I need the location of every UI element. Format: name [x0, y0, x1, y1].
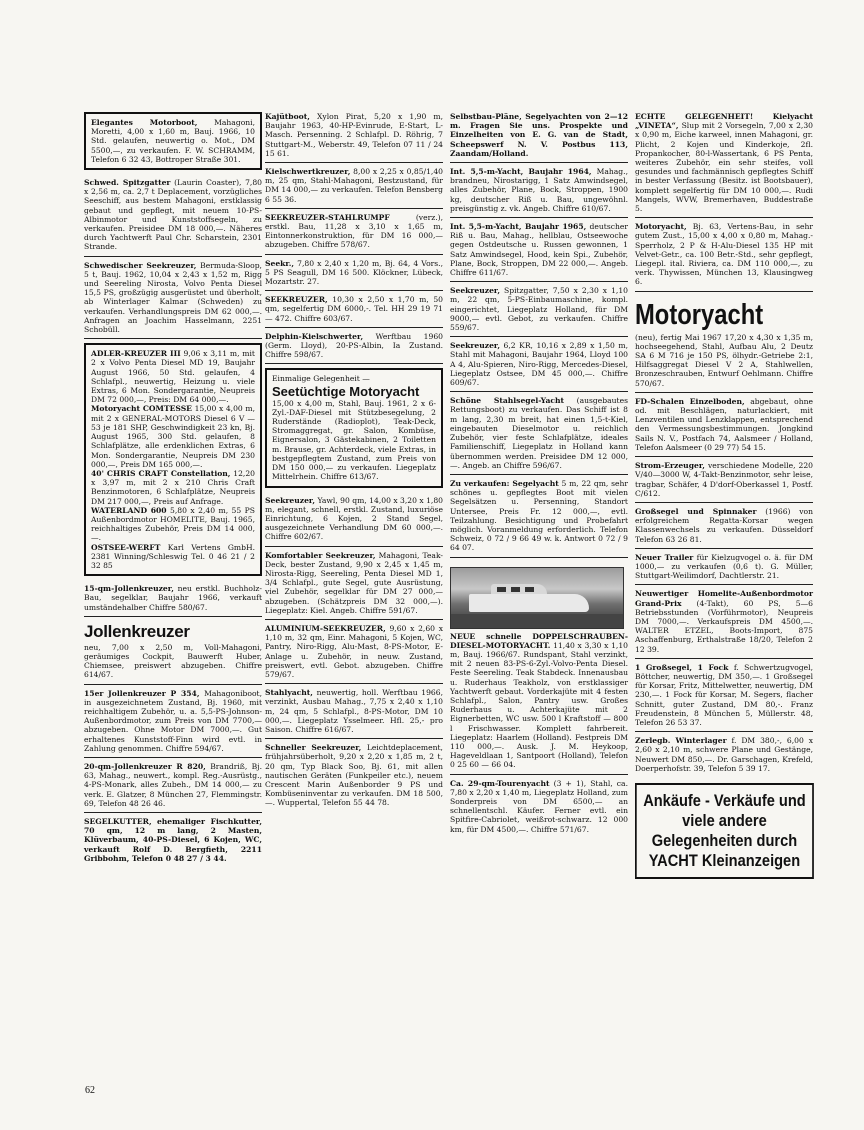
ad-kajuetboot	[265, 108, 443, 163]
ad-lead: Zerlegb. Winterlager	[635, 736, 727, 746]
ad-stahlsegel-yacht	[450, 392, 628, 475]
ad-lead: Int. 5,5-m-Yacht, Baujahr 1965,	[450, 222, 587, 232]
ad-text: 12,20 x 3,97 m, mit 2 x 210 Chris Craft Benzinmotoren, 6 Schlafplätze, Neupreis DM 217 000,—, Preis auf Anfrage.	[91, 468, 255, 506]
ad-lead: FD-Schalen Einzelboden,	[635, 396, 745, 406]
ad-kielschwertkreuzer	[265, 163, 443, 209]
ad-text: Mahag., brandneu, Nirostarigg, 1 Satz Amwindsegel, alles Zubehör, Plane, Bock, Stroppen, 1900 kg, deutscher Riß u. Bau, ungewöhnl. preisgünstig z. vk. Angeb. Chiffre 610/67.	[450, 167, 628, 213]
ad-text: ehemaliger Fischkutter, 70 qm, 12 m lang, 2 Masten, Klüverbaum, 40-PS-Diesel, 6 Kojen, WC, verkauft Rolf D. Bergfieth, 2211 Gribbohm, Telefon 0 48 27 / 3 44.	[84, 817, 262, 863]
ad-int-55-1964	[450, 163, 628, 218]
ad-ostsee-werft	[84, 343, 262, 576]
ad-text: (3 + 1), Stahl, ca. 7,80 x 2,20 x 1,40 m, Liegeplatz Holland, zum Sonderpreis von DM 6500,— an schnellentschl. Käufer. Ferner evtl. ein Spitfire-Cabriolet, weißrot-schwarz. 12 000 km, für DM 4500,—. Chiffre 571/67.	[450, 778, 628, 834]
ad-lead: Schwed. Spitzgatter	[84, 178, 171, 188]
ad-text: 11,40 x 3,30 x 1,10 m, Bauj. 1966/67. Rundspant, Stahl verzinkt, mit 2 neuen 83-PS-6-Zyl.-Volvo-Penta Diesel. Feste Seereling. Teak Stabdeck. Innenausbau u. Ruderhaus Teakholz, von erstklassiger Yachtwerft gebaut. Vorderkajüte mit 4 festen Schlafpl., Salon, Pantry usw. Großes Ruderhaus u. Achterkajüte mit 2 Eignerbetten, WC usw. 500 l Kraftstoff — 800 l Frischwasser. Komplett fahrbereit. Liegeplatz: Haarlem (Holland). Festpreis DM 110 000,—. Ausk. J. M. Heykoop, Hageveldlaan 1, Santpoort (Holland), Telefon 0 25 60 — 66 04.	[450, 640, 629, 770]
ad-text: abgebaut, ohne od. mit Beschlägen, naturlackiert, mit Lenzventilen und Lenzklappen, entsprechend den Vermessungsbestimmungen. Jongkind Sails N. V., Postfach 74, Aalsmeer / Holland, Telefon Aalsmeer (0 29 77) 54 15.	[635, 396, 814, 452]
ad-lead: Neuwertiger Homelite-Außenbordmotor Grand-Prix	[635, 589, 813, 608]
ad-vineta	[635, 108, 813, 218]
ad-title: Seetüchtige Motoryacht	[272, 383, 420, 399]
ad-lead: Schwedischer Seekreuzer,	[84, 260, 197, 270]
ad-lead: NEUE schnelle DOPPELSCHRAUBEN-DIESEL-MOTORYACHT.	[450, 631, 628, 650]
ad-delphin	[265, 328, 443, 365]
ad-text: 15,00 x 4,00 m, mit 2 x GENERAL-MOTORS Diesel 6 V — 53 je 181 SHP, Geschwindigkeit 23 kn, Bj. August 1965, 300 Std. gelaufen, 8 Schlafplätze, alle erdenklichen Extras, 6 Mon. Sondergarantie, Neupreis DM 230 000,—, Preis DM 165 000,—.	[91, 404, 255, 469]
photo-hull	[469, 594, 589, 612]
ad-schneller-seekreuzer	[265, 739, 443, 811]
ad-text: deutscher Riß u. Bau, Mahag., hellblau, Ostseewoche gegen Ostdeutsche u. Russen gewonnen, 1 Satz Amwindsegel, Hood, kein Spi., Zubehör, Plane, Bock, Stroppen, DM 22 000,—. Angeb. Chiffre 611/67.	[450, 222, 628, 278]
ad-lead: SEEKREUZER-STAHLRUMPF	[265, 212, 390, 222]
ad-segelkutter	[84, 813, 262, 867]
ad-15er-jollenkreuzer	[84, 685, 262, 758]
ad-text: Mahagoniboot, in ausgezeichnetem Zustand, Bj. 1960, mit reichhaltigem Zubehör, u. a. 5,5-PS-Johnson-Außenbordmotor, zum Preis von DM 7700,— abzugeben. Ohne Motor DM 7000,—. Gut erhaltenes Kunststoff-Finn wird evtl. in Zahlung genommen. Chiffre 594/67.	[84, 688, 263, 753]
ad-lead: 40' CHRIS CRAFT Constellation,	[91, 468, 231, 478]
ad-lead: 1 Großsegel, 1 Fock	[635, 662, 729, 672]
ad-text: 9,60 x 2,60 x 1,10 m, 32 qm, Einr. Mahagoni, 5 Kojen, WC, Pantry, Niro-Rigg, Alu-Mast, 8-PS-Motor, E-Anlage u. Zubehör, in neuw. Zustand, preiswert, evtl. Gebot. abzugeben. Chiffre 579/67.	[265, 623, 443, 679]
ad-lead: Seekreuzer,	[450, 341, 500, 351]
ad-lead: SEGELKUTTER,	[84, 817, 152, 826]
ad-lead: Kielschwertkreuzer,	[265, 167, 351, 177]
ad-trailer	[635, 549, 813, 586]
ad-lead: Großsegel und Spinnaker	[635, 506, 757, 516]
ad-text: f. Schwertzugvogel, Böttcher, neuwertig, DM 350,—. 1 Großsegel für Korsar, Fritz, Mittelwetter, neuwertig, DM 230,—. 1 Fock für Korsar, M. Segers, flacher Schnitt, guter Zustand, DM 80,-. Franz Freudenstein, 8 München 5, Müllerstr. 48, Telefon 26 53 37.	[635, 662, 813, 727]
sub-chris-craft	[91, 469, 255, 506]
sub-adler	[91, 349, 255, 404]
ad-lead: Seekr.,	[265, 258, 294, 268]
ad-lead: Seekreuzer,	[265, 495, 315, 505]
ad-lead: Schöne Stahlsegel-Yacht	[450, 396, 565, 406]
ad-text: (verz.), erstkl. Bau, 11,28 x 3,10 x 1,65 m, Eintonnerkonstruktion, für DM 16 000,— abzugeben. Chiffre 578/67.	[265, 212, 443, 250]
ad-text: 5,80 x 2,40 m, 55 PS Außenbordmotor HOMELITE, Bauj. 1965, reichhaltiges Zubehör, Preis DM 14 000,—.	[91, 505, 255, 543]
ad-motoryacht-neu	[635, 292, 813, 393]
ad-text: Mahagoni, Moretti, 4,00 x 1,60 m, Bauj. 1966, 10 Std. gelaufen, neuwertig o. Mot., DM 5500,—, zu verkaufen. F. W. SCHRAMM, Telefon 6 32 43, Bottroper Straße 301.	[91, 118, 255, 164]
ad-lead: Delphin-Kielschwerter,	[265, 331, 364, 341]
ad-fd-schalen	[635, 393, 813, 457]
ad-int-55-1965	[450, 218, 628, 282]
ad-text: 9,06 x 3,11 m, mit 2 x Volvo Penta Diesel MD 19, Baujahr August 1966, 50 Std. gelaufen, 4 Schlafpl., neuwertig, Heizung u. viele Extras, 6 Mon. Sondergarantie, Neupreis DM 72 000,—, Preis: DM 64 000,—.	[91, 349, 255, 405]
ad-text: (1966) von erfolgreichem Regatta-Korsar wegen Klassenwechsels zu verkaufen. Düsseldorf Telefon 63 26 81.	[635, 506, 813, 544]
ad-strom-erzeuger	[635, 457, 813, 503]
ad-header	[272, 374, 436, 398]
ad-lead: Stahlyacht,	[265, 688, 313, 698]
ad-segelyacht-5m	[450, 475, 628, 558]
ad-lead: Motoryacht,	[635, 222, 687, 232]
photo-water	[451, 614, 623, 628]
ad-lead: SEEKREUZER,	[265, 295, 328, 305]
ad-lead: OSTSEE-WERFT	[91, 542, 161, 552]
ad-lead: WATERLAND 600	[91, 505, 167, 515]
ad-jollenkreuzer	[84, 617, 262, 685]
ad-text: Brandriß, Bj. 63, Mahag., neuwert., kompl. Reg.-Ausrüstg., 4-PS-Monark, alles Zubeh., DM 14 000,— zu verk. E. Glatzer, 8 München 27, Flemmingstr. 69, Telefon 48 26 46.	[84, 761, 262, 808]
photo-window	[511, 587, 520, 592]
ad-text: Xylon Pirat, 5,20 x 1,90 m, Baujahr 1963, 40-HP-Evinrude, E-Start, L-Masch. Persenning. 2 Schlafpl. D. Röhrig, 7 Stuttgart-M., Weberstr. 49, Telefon 07 11 / 24 15 61.	[265, 112, 443, 158]
ad-text: Bermuda-Sloop, 5 t, Bauj. 1962, 10,04 x 2,43 x 1,52 m, Rigg und Seereling Nirosta, Volvo Penta Diesel 15,5 PS, großzügig ausgerüstet und überholt, ab Winterlager Kalmar (Schweden) zu verkaufen. Verhandlungspreis DM 62 000,—. Anfragen an Joachim Hasselmann, 2251 Schobüll.	[84, 260, 262, 335]
ad-seekreuzer-yawl	[265, 492, 443, 547]
ad-lead: Seekreuzer,	[450, 286, 500, 296]
ad-lead: Komfortabler Seekreuzer,	[265, 550, 376, 560]
ad-lead: Ca. 29-qm-Tourenyacht	[450, 778, 550, 788]
ad-lead: 15-qm-Jollenkreuzer,	[84, 584, 174, 594]
ad-text: 6,2 KR, 10,16 x 2,89 x 1,50 m, Stahl mit Mahagoni, Baujahr 1964, Lloyd 100 A 4, Alu-Spieren, Niro-Rigg, Mercedes-Diesel, Liegeplatz Ostsee, DM 45 000,—. Chiffre 609/67.	[450, 341, 628, 388]
sub-werft-address	[91, 543, 255, 571]
ad-aluminium-seekreuzer	[265, 620, 443, 684]
ad-text: Leichtdeplacement, frühjahrsüberholt, 9,20 x 2,20 x 1,85 m, 2 t, 20 qm, Typ Black Soo, Bj. 61, mit allen nautischen Geräten (Funkpeiler etc.), neuem Crescent Marin Außenborder 9 PS und Kombüseninventar zu verkaufen. DM 18 500,—. Wuppertal, Telefon 55 44 78.	[265, 743, 443, 808]
ad-text: 8,00 x 2,25 x 0,85/1,40 m, 25 qm, Stahl-Mahagoni, Bestzustand, für DM 14 000,— zu verkaufen. Telefon Bensberg 6 55 36.	[265, 167, 443, 204]
ad-text: Bj. 63, Vertens-Bau, in sehr gutem Zust., 15,00 x 4,00 x 0,80 m, Mahag.-Sperrholz, 2 P & H-Alu-Diesel 135 HP mit Velvet-Getr., ca. 100 Betr.-Std., sehr gepflegt, Liegepl. ital. Riviera, ca. DM 110 000,—, zu verk. Thywissen, München 13, Klausingweg 6.	[635, 222, 813, 287]
ad-kicker: Einmalige Gelegenheit —	[272, 374, 370, 384]
ad-lead: 20-qm-Jollenkreuzer R 820,	[84, 761, 206, 771]
ad-text: (neu), fertig Mai 1967 17,20 x 4,30 x 1,35 m, hochseegehend, Stahl, Aufbau Alu, 2 Deutz SA 6 M 716 je 150 PS, ölhydr.-Getriebe 2:1, Hilfsaggregat Diesel V 2 A, Stahlwellen, Bronzeschrauben, Entwurf Oehlmann. Chiffre 570/67.	[635, 332, 813, 388]
ad-15qm-jollenkreuzer	[84, 580, 262, 617]
ad-seetuechtige-motoryacht	[265, 368, 443, 487]
ad-lead: Motoryacht COMTESSE	[91, 404, 192, 414]
ad-motoryacht-vertens	[635, 218, 813, 291]
ad-grosssegel-spinnaker	[635, 503, 813, 549]
ad-text: Karl Vertens GmbH. 2381 Winning/Schleswig Tel. 0 46 21 / 2 32 85	[91, 542, 255, 570]
ad-title: Jollenkreuzer	[84, 621, 190, 641]
column-1	[84, 108, 262, 867]
ad-text: Spitzgatter, 7,50 x 2,30 x 1,10 m, 22 qm, 5-PS-Einbaumaschine, kompl. eingerichtet, Liegeplatz Holland, für DM 9000,— evtl. Gebot, zu verkaufen. Chiffre 559/67.	[450, 286, 628, 333]
ad-title: Motoryacht	[635, 298, 764, 331]
ad-text: für Kielzugvogel o. ä. für DM 1000,— zu verkaufen (0,6 t). G. Müller, Stuttgart-Weilimdorf, Dachtlerstr. 21.	[635, 552, 814, 581]
ad-lead: ADLER-KREUZER III	[91, 349, 181, 359]
photo-window	[497, 587, 506, 592]
ad-text: Werftbau 1960 (Germ. Lloyd), 20-PS-Albin, Ia Zustand. Chiffre 598/67.	[265, 331, 443, 360]
ad-text: 10,30 x 2,50 x 1,70 m, 50 qm, segelfertig DM 6000,-. Tel. HH 29 19 71 — 472. Chiffre 603/67.	[265, 295, 443, 323]
column-3	[450, 108, 628, 838]
ad-text: neuwertig, holl. Werftbau 1966, verzinkt, Ausbau Mahag., 7,75 x 2,40 x 1,10 m, 24 qm, 5 Schlafpl., 8-PS-Motor, DM 10 000,—. Liegeplatz Ysselmeer. Hfl. 25,- pro Saison. Chiffre 616/67.	[265, 688, 443, 734]
ad-stahlyacht	[265, 684, 443, 739]
ad-seekr	[265, 255, 443, 292]
ad-20qm-jollenkreuzer	[84, 758, 262, 813]
ad-text: (ausgebautes Rettungsboot) zu verkaufen. Das Schiff ist 8 m lang, 2,30 m breit, hat einen 1,5-t-Kiel, eingebauten Dieselmotor u. reichlich Zubehör, vier feste Schlafplätze, ideales Familienschiff, Liegeplatz in Holland kann übernommen werden. Preisidee DM 12 000,—. Angeb. an Chiffre 596/67.	[450, 396, 628, 470]
ad-text: Yawl, 90 qm, 14,00 x 3,20 x 1,80 m, elegant, schnell, erstkl. Zustand, luxuriöse Einrichtung, 6 Kojen, 2 Stand Segel, ausgezeichnete Verhandlung DM 60 000,—. Chiffre 602/67.	[265, 495, 443, 542]
ad-schwedischer-seekreuzer	[84, 257, 262, 340]
ad-text: (Laurin Coaster), 7,80 x 2,56 m, ca. 2,7 t Deplacement, vorzügliches Seeschiff, aus bestem Mahagoni, erstklassig gebaut und gepflegt, mit neuem 10-PS-Albinmotor und Kunststoffsegeln, zu verkaufen. Preisidee DM 18 000,—. Näheres durch Yachtwerft Paul Chr. Scharstein, 2301 Strande.	[84, 178, 262, 252]
column-2	[265, 108, 443, 812]
ad-text: neu, 7,00 x 2,50 m, Voll-Mahagoni, geräumiges Cockpit, Bauwerft Huber, Chiemsee, preiswert abzugeben. Chiffre 614/67.	[84, 642, 262, 680]
column-4	[635, 108, 813, 879]
ad-text: 15,00 x 4,00 m, Stahl, Bauj. 1961, 2 x 6-Zyl.-DAF-Diesel mit Stützbesegelung, 2 Ruderstände (Radioplot), Teak-Deck, Stromaggregat, gr. Salon, Kombüse, Eignersalon, 3 Gästekabinen, 2 Toiletten m. Brause, gr. Achterdeck, viele Extras, in bestgepflegtem Zustand, zum Preis von DM 150 000,— zu verkaufen. Liegeplatz Mittelrhein. Chiffre 613/67.	[272, 398, 436, 482]
ad-lead: Int. 5,5-m-Yacht, Baujahr 1964,	[450, 167, 592, 177]
ad-text: neu erstkl. Buchholz-Bau, segelklar, Baujahr 1966, verkauft umständehalber Chiffre 580/67.	[84, 584, 262, 612]
ad-komfortabler-seekreuzer	[265, 547, 443, 620]
ad-lead: Elegantes Motorboot,	[91, 118, 198, 127]
ad-segel-set	[635, 659, 813, 732]
ad-lead: Selbstbau-Pläne,	[450, 112, 522, 121]
sub-waterland	[91, 506, 255, 543]
ad-selbstbau-plaene	[450, 108, 628, 163]
ad-lead: ECHTE GELEGENHEIT! Kielyacht „VINETA“,	[635, 112, 813, 131]
ad-seekreuzer-stahlrumpf	[265, 209, 443, 255]
ad-homelite	[635, 585, 813, 658]
page-number: 62	[85, 1085, 95, 1096]
ad-text: 7,80 x 2,40 x 1,20 m, Bj. 64, 4 Vors., 5 PS Seagull, DM 16 500. Klöckner, Lübeck, Mozartstr. 27.	[265, 258, 443, 287]
photo-window	[525, 587, 534, 592]
ad-tourenyacht	[450, 775, 628, 838]
sub-comtesse	[91, 404, 255, 468]
ad-winterlager	[635, 732, 813, 777]
yacht-kleinanzeigen-promo: Ankäufe - Verkäufe und viele andere Gelegenheiten durch YACHT Kleinanzeigen	[635, 783, 814, 879]
ad-text: 5 m, 22 qm, sehr schönes u. gepflegtes Boot mit vielen Segelsätzen u. Persenning, Standort Untersee, Preis Fr. 12 000,—, evtl. Teilzahlung. Besichtigung und Probefahrt möglich. Voranmeldung erforderlich. Telefon Schweiz, 0 72 / 9 66 49 w. k. Antwort 0 72 / 9 64 07.	[450, 478, 628, 553]
motoryacht-photo	[450, 567, 624, 629]
ad-seekreuzer-50qm	[265, 291, 443, 328]
ad-elegantes-motorboot	[84, 112, 262, 170]
ad-lead: Kajütboot,	[265, 112, 310, 121]
ad-text: verschiedene Modelle, 220 V/40—3000 W, 4-Takt-Benzinmotor, sehr leise, tragbar, Schäfer, 4 D'dorf-Oberkassel 1, Postf. C/612.	[635, 461, 813, 498]
ad-text: f. DM 380,-, 6,00 x 2,60 x 2,10 m, schwere Plane und Gestänge, Neuwert DM 850,—. Dr. Garschagen, Krefeld, Doerperhofstr. 39, Telefon 5 39 17.	[635, 736, 813, 773]
ad-lead: Neuer Trailer	[635, 552, 694, 562]
ad-lead: ALUMINIUM-SEEKREUZER,	[265, 623, 386, 633]
ad-lead: Strom-Erzeuger,	[635, 461, 705, 471]
ad-lead: Schneller Seekreuzer,	[265, 743, 362, 753]
ad-doppelschrauben-motoryacht	[450, 558, 628, 775]
ad-text: Slup mit 2 Vorsegeln, 7,00 x 2,30 x 0,90 m, Eiche karweel, innen Mahagoni, gr. Plicht, 2 Kojen und Kinderkoje, 2fl. Propankocher, 80-l-Wassertank, 6 PS Penta, weiteres Zubehör, ein sehr steifes, voll gesundes und fachmännisch gepflegtes Schiff in bester Verfassung (Besitz. ist Bootsbauer), komplett segelfertig für DM 10 000,—. Rudi Mangels, WVW, Bremerhaven, Buddestraße 5.	[635, 121, 813, 214]
ad-text: Mahagoni, Teak-Deck, bester Zustand, 9,90 x 2,45 x 1,45 m, Nirosta-Rigg, Seereling, Penta Diesel MD 1, 3/4 Schlafpl., gute Segel, gute Ausrüstung, viel Zubehör, segelklar für DM 27 000,— abzugeben. (Schätzpreis DM 32 000,—). Liegeplatz: Kiel. Angeb. Chiffre 591/67.	[265, 550, 443, 615]
ad-text: (4-Takt), 60 PS, 5—6 Betriebsstunden (Vorführmotor), Neupreis DM 7000,—. Verkaufspreis DM 4500,—. WALTER ETZEL, Boots-Import, 875 Aschaffenburg, Erthalstraße 18/20, Telefon 2 12 39.	[635, 598, 813, 654]
ad-text: Segelyachten von 2—12 m. Fragen Sie uns. Prospekte und Einzelheiten von E. G. van de Stadt, Scheepswerf N. V. Postbus 113, Zaandam/Holland.	[450, 112, 628, 158]
ad-lead: Zu verkaufen: Segelyacht	[450, 478, 559, 488]
ad-seekreuzer-spitzgatter	[450, 282, 628, 337]
ad-lead: 15er Jollenkreuzer P 354,	[84, 688, 200, 698]
ad-schwed-spitzgatter	[84, 174, 262, 257]
ad-seekreuzer-62kr	[450, 337, 628, 392]
